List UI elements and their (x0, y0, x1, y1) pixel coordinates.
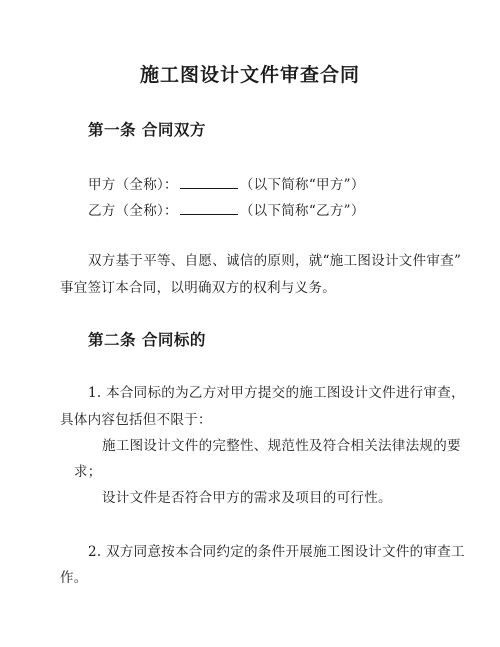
party-a-label: 甲方（全称）： (88, 177, 178, 193)
item1-line2: 具体内容包括但不限于： (60, 412, 212, 428)
article1-para-line1: 双方基于平等、自愿、诚信的原则，就“施工图设计文件审查” (88, 253, 462, 269)
document-title: 施工图设计文件审查合同 (139, 64, 360, 86)
party-b-line (88, 199, 365, 219)
article1-para-line2: 事宜签订本合同，以明确双方的权利与义务。 (60, 280, 336, 296)
party-b-note: （以下简称“乙方”） (239, 203, 365, 219)
sub2-line: 设计文件是否符合甲方的需求及项目的可行性。 (102, 490, 392, 506)
item1-line1: 1. 本合同标的为乙方对甲方提交的施工图设计文件进行审查， (88, 385, 465, 401)
article1-heading: 第一条 合同双方 (88, 121, 206, 139)
sub1-line2: 求； (74, 464, 102, 480)
party-b-label: 乙方（全称）： (88, 203, 178, 219)
item2-line1: 2. 双方同意按本合同约定的条件开展施工图设计文件的审查工 (88, 544, 465, 560)
party-a-blank[interactable] (180, 176, 238, 189)
sub1-line1: 施工图设计文件的完整性、规范性及符合相关法律法规的要 (102, 438, 461, 454)
article2-heading: 第二条 合同标的 (88, 331, 206, 349)
item2-line2: 作。 (60, 570, 88, 586)
party-b-blank[interactable] (180, 202, 238, 215)
party-a-line (88, 173, 365, 193)
party-a-note: （以下简称“甲方”） (239, 177, 365, 193)
